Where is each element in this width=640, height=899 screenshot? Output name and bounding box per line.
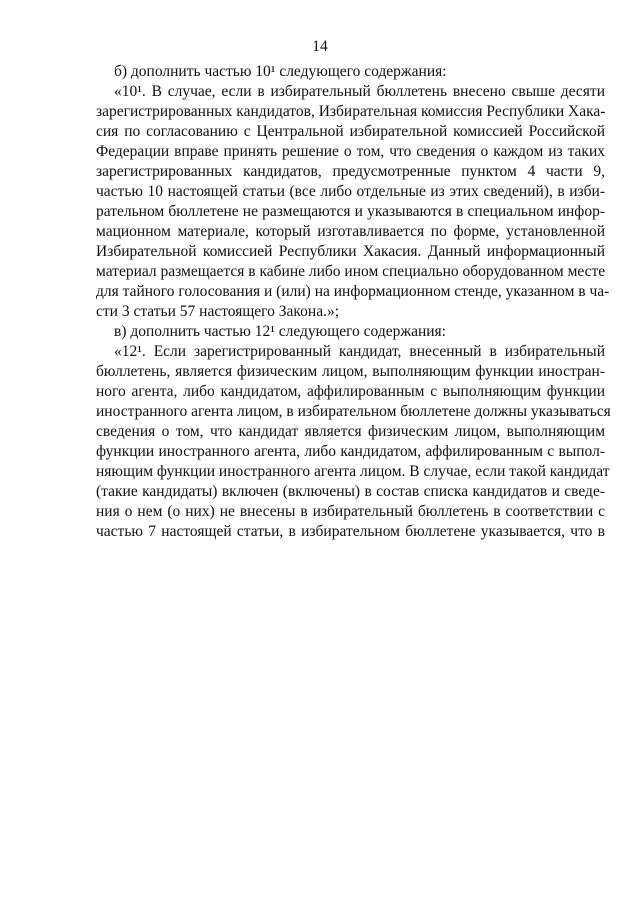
text-line: бюллетень, является физическим лицом, выполняющим функции иностран-	[96, 363, 605, 380]
text-line: Федерации вправе принять решение о том, что сведения о каждом из таких	[96, 143, 605, 160]
text-line: Избирательной комиссией Республики Хакасия. Данный информационный	[96, 243, 605, 260]
text-line: зарегистрированных кандидатов, Избирательная комиссия Республики Хака-	[96, 103, 606, 120]
text-line: сти 3 статьи 57 настоящего Закона.»;	[96, 303, 340, 320]
text-line: ния о нем (о них) не внесены в избирательный бюллетень в соответствии с	[96, 503, 605, 520]
text-line: б) дополнить частью 10¹ следующего содержания:	[114, 63, 447, 80]
page-number: 14	[312, 38, 328, 55]
text-line: частью 10 настоящей статьи (все либо отдельные из этих сведений), в изби-	[96, 183, 605, 200]
text-line: «10¹. В случае, если в избирательный бюллетень внесено свыше десяти	[114, 83, 605, 100]
text-line: иностранного агента лицом, в избирательном бюллетене должны указываться	[96, 403, 611, 420]
text-line: (такие кандидаты) включен (включены) в состав списка кандидатов и сведе-	[96, 483, 605, 500]
text-line: частью 7 настоящей статьи, в избирательном бюллетене указывается, что в	[96, 523, 605, 540]
text-line: сведения о том, что кандидат является физическим лицом, выполняющим	[96, 423, 605, 440]
text-line: для тайного голосования и (или) на информационном стенде, указанном в ча-	[96, 283, 610, 300]
text-line: зарегистрированных кандидатов, предусмотренные пунктом 4 части 9,	[96, 163, 605, 180]
text-line: рательном бюллетене не размещаются и указываются в специальном инфор-	[96, 203, 605, 220]
text-line: сия по согласованию с Центральной избирательной комиссией Российской	[96, 123, 605, 140]
text-line: ного агента, либо кандидатом, аффилированным с выполняющим функции	[96, 383, 605, 400]
text-line: в) дополнить частью 12¹ следующего содержания:	[114, 323, 446, 340]
text-line: «12¹. Если зарегистрированный кандидат, внесенный в избирательный	[114, 343, 605, 360]
text-line: мационном материале, который изготавливается по форме, установленной	[96, 223, 605, 240]
text-line: функции иностранного агента, либо кандидатом, аффилированным с выпол-	[96, 443, 605, 460]
text-line: няющим функции иностранного агента лицом. В случае, если такой кандидат	[96, 463, 610, 480]
text-line: материал размещается в кабине либо ином специально оборудованном месте	[96, 263, 606, 280]
